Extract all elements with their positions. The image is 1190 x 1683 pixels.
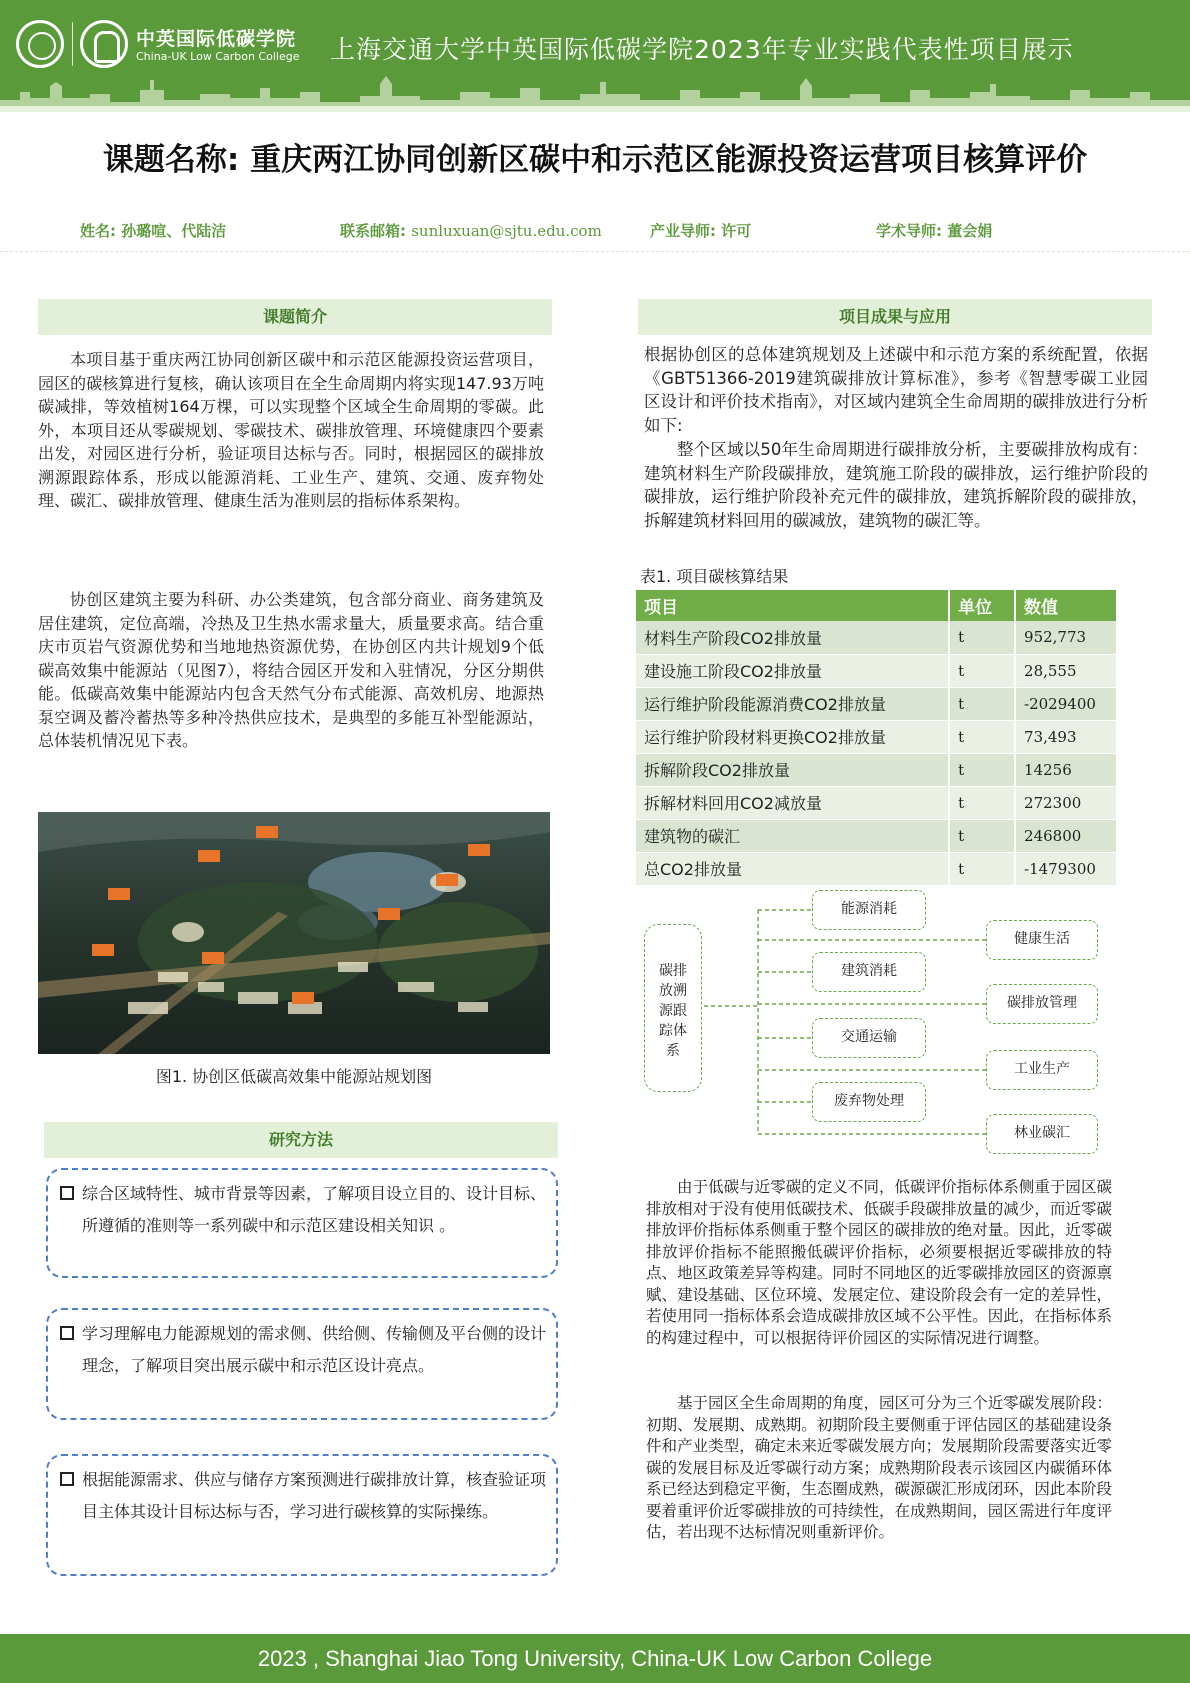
table-row [636, 621, 1117, 654]
table-row [636, 753, 1117, 786]
table-row [636, 819, 1117, 852]
table-cell: 73,493 [1015, 720, 1117, 753]
email-value[interactable]: sunluxuan@sjtu.edu.com [411, 222, 602, 240]
student-names [80, 220, 226, 241]
college-logo-icon [80, 20, 128, 68]
results-paragraph-1: 根据协创区的总体建筑规划及上述碳中和示范方案的系统配置，依据《GBT51366-2019建筑碳排放计算标准》，参考《智慧零碳工业园区设计和评价技术指南》，对区域内建筑全生命周期的碳排放进行分析如下: [644, 345, 1148, 435]
root-line: 碳排 [659, 963, 687, 979]
industry-mentor-value: 许可 [721, 222, 752, 240]
table-row [636, 720, 1117, 753]
checkbox-square-icon [60, 1326, 74, 1340]
table-cell: 运行维护阶段材料更换CO2排放量 [636, 720, 949, 753]
results-paragraph-2: 整个区域以50年生命周期进行碳排放分析，主要碳排放构成有：建筑材料生产阶段碳排放，建筑施工阶段的碳排放，运行维护阶段的碳排放，运行维护阶段补充元件的碳排放，建筑拆解阶段的碳排放，拆解建筑材料回用的碳减放，建筑物的碳汇等。 [644, 440, 1148, 530]
name-value: 孙璐喧、代陆洁 [121, 222, 227, 240]
diagram-node-forestry: 林业碳汇 [986, 1114, 1098, 1154]
results-paragraph-3: 由于低碳与近零碳的定义不同，低碳评价指标体系侧重于园区碳排放相对于没有使用低碳技术、低碳手段碳排放量的减少，而近零碳排放评价指标体系侧重于整个园区的碳排放的绝对量。因此，近零碳排放评价指标不能照搬低碳评价指标，必须要根据近零碳排放的特点、地区政策差异等构建。同时不同地区的近零碳排放园区的资源禀赋、建设基础、区位环境、发展定位、建设阶段会有一定的差异性，若使用同一指标体系会造成碳排放区域不公平性。因此，在指标体系的构建过程中，可以根据待评价园区的实际情况进行调整。 [646, 1178, 1112, 1347]
sjtu-logo-icon [16, 20, 64, 68]
column-header-value: 数值 [1015, 590, 1117, 621]
college-name-cn: 中英国际低碳学院 [136, 28, 297, 50]
table-caption: 表1. 项目碳核算结果 [640, 567, 789, 586]
industry-mentor [650, 220, 751, 241]
table-header-row [636, 590, 1117, 621]
results-heading: 项目成果与应用 [638, 299, 1152, 335]
table-row [636, 654, 1117, 687]
intro-paragraph-1: 本项目基于重庆两江协同创新区碳中和示范区能源投资运营项目，园区的碳核算进行复核，确认该项目在全生命周期内将实现147.93万吨碳减排，等效植树164万棵，可以实现整个区域全生命周期的零碳。此外，本项目还从零碳规划、零碳技术、碳排放管理、环境健康四个要素出发，对园区进行分析，验证项目达标与否。同时，根据园区的碳排放溯源跟踪体系，形成以能源消耗、工业生产、建筑、交通、废弃物处理、碳汇、碳排放管理、健康生活为准则层的指标体系架构。 [38, 350, 544, 510]
intro-heading: 课题简介 [38, 299, 552, 335]
carbon-accounting-table [636, 590, 1118, 886]
table-cell: t [949, 786, 1015, 819]
root-line: 源跟 [659, 1003, 687, 1019]
project-title: 课题名称: 重庆两江协同创新区碳中和示范区能源投资运营项目核算评价 [102, 142, 1088, 178]
table-cell: t [949, 753, 1015, 786]
method-item-3 [46, 1454, 558, 1576]
table-row [636, 852, 1117, 885]
checkbox-square-icon [60, 1472, 74, 1486]
methods-heading: 研究方法 [44, 1122, 558, 1158]
checkbox-square-icon [60, 1186, 74, 1200]
table-cell: 246800 [1015, 819, 1117, 852]
table-cell: -1479300 [1015, 852, 1117, 885]
intro-paragraph-2: 协创区建筑主要为科研、办公类建筑，包含部分商业、商务建筑及居住建筑，定位高端，冷热及卫生热水需求量大，质量要求高。结合重庆市页岩气资源优势和当地地热资源优势，在协创区内共计规划9个低碳高效集中能源站（见图7），将结合园区开发和入驻情况，分区分期供能。低碳高效集中能源站内包含天然气分布式能源、高效机房、地源热泵空调及蓄冷蓄热等多种冷热供应技术，是典型的多能互补型能源站，总体装机情况见下表。 [38, 590, 544, 750]
table-cell: 14256 [1015, 753, 1117, 786]
header-banner [0, 0, 1190, 112]
info-divider [0, 251, 1190, 252]
name-label: 姓名: [80, 222, 116, 240]
diagram-node-energy: 能源消耗 [812, 890, 926, 930]
column-header-item: 项目 [636, 590, 949, 621]
table-cell: 建设施工阶段CO2排放量 [636, 654, 949, 687]
diagram-node-waste: 废弃物处理 [812, 1082, 926, 1122]
table-cell: 建筑物的碳汇 [636, 819, 949, 852]
column-header-unit: 单位 [949, 590, 1015, 621]
contact-email [340, 220, 602, 241]
table-cell: 拆解材料回用CO2减放量 [636, 786, 949, 819]
table-cell: t [949, 720, 1015, 753]
method-item-2 [46, 1308, 558, 1420]
logo-divider [72, 22, 73, 66]
root-line: 放溯 [659, 983, 687, 999]
academic-mentor-label: 学术导师: [876, 222, 942, 240]
diagram-root-node [644, 924, 702, 1092]
aerial-plan-image [38, 812, 550, 1054]
table-cell: t [949, 819, 1015, 852]
table-cell: t [949, 654, 1015, 687]
table-cell: t [949, 621, 1015, 654]
diagram-node-emission-mgmt: 碳排放管理 [986, 984, 1098, 1024]
footer-banner: 2023 , Shanghai Jiao Tong University, China-UK Low Carbon College [0, 1634, 1190, 1683]
academic-mentor-value: 董会娟 [947, 222, 993, 240]
figure-caption: 图1. 协创区低碳高效集中能源站规划图 [155, 1067, 433, 1086]
table-cell: t [949, 852, 1015, 885]
diagram-node-health: 健康生活 [986, 920, 1098, 960]
city-skyline-icon [0, 72, 1190, 112]
table-cell: t [949, 687, 1015, 720]
method-item-1 [46, 1168, 558, 1278]
diagram-node-transport: 交通运输 [812, 1018, 926, 1058]
method-text-3: 根据能源需求、供应与储存方案预测进行碳排放计算，核查验证项目主体其设计目标达标与否，学习进行碳核算的实际操练。 [82, 1470, 547, 1521]
diagram-node-building: 建筑消耗 [812, 952, 926, 992]
table-cell: -2029400 [1015, 687, 1117, 720]
method-text-1: 综合区域特性、城市背景等因素，了解项目设立目的、设计目标、所遵循的准则等一系列碳中和示范区建设相关知识 。 [82, 1184, 547, 1235]
root-line: 系 [666, 1043, 680, 1059]
academic-mentor [876, 220, 992, 241]
diagram-node-industry: 工业生产 [986, 1050, 1098, 1090]
method-text-2: 学习理解电力能源规划的需求侧、供给侧、传输侧及平台侧的设计理念，了解项目突出展示碳中和示范区设计亮点。 [82, 1324, 547, 1375]
email-label: 联系邮箱: [340, 222, 406, 240]
table-cell: 272300 [1015, 786, 1117, 819]
table-row [636, 687, 1117, 720]
table-cell: 28,555 [1015, 654, 1117, 687]
table-cell: 材料生产阶段CO2排放量 [636, 621, 949, 654]
carbon-tracing-diagram [636, 884, 1126, 1160]
root-line: 踪体 [659, 1023, 687, 1039]
table-cell: 总CO2排放量 [636, 852, 949, 885]
table-row [636, 786, 1117, 819]
header-title: 上海交通大学中英国际低碳学院2023年专业实践代表性项目展示 [330, 35, 1074, 64]
table-cell: 952,773 [1015, 621, 1117, 654]
results-paragraph-4: 基于园区全生命周期的角度，园区可分为三个近零碳发展阶段：初期、发展期、成熟期。初期阶段主要侧重于评估园区的基础建设条件和产业类型，确定未来近零碳发展方向；发展期阶段需要落实近零碳的发展目标及近零碳行动方案；成熟期阶段表示该园区内碳循环体系已经达到稳定平衡，生态圈成熟，碳源碳汇形成闭环，因此本阶段要着重评价近零碳排放的可持续性，在成熟期间，园区需进行年度评估，若出现不达标情况则重新评价。 [646, 1394, 1112, 1541]
table-cell: 运行维护阶段能源消费CO2排放量 [636, 687, 949, 720]
table-cell: 拆解阶段CO2排放量 [636, 753, 949, 786]
college-name-en: China-UK Low Carbon College [136, 50, 300, 63]
industry-mentor-label: 产业导师: [650, 222, 716, 240]
